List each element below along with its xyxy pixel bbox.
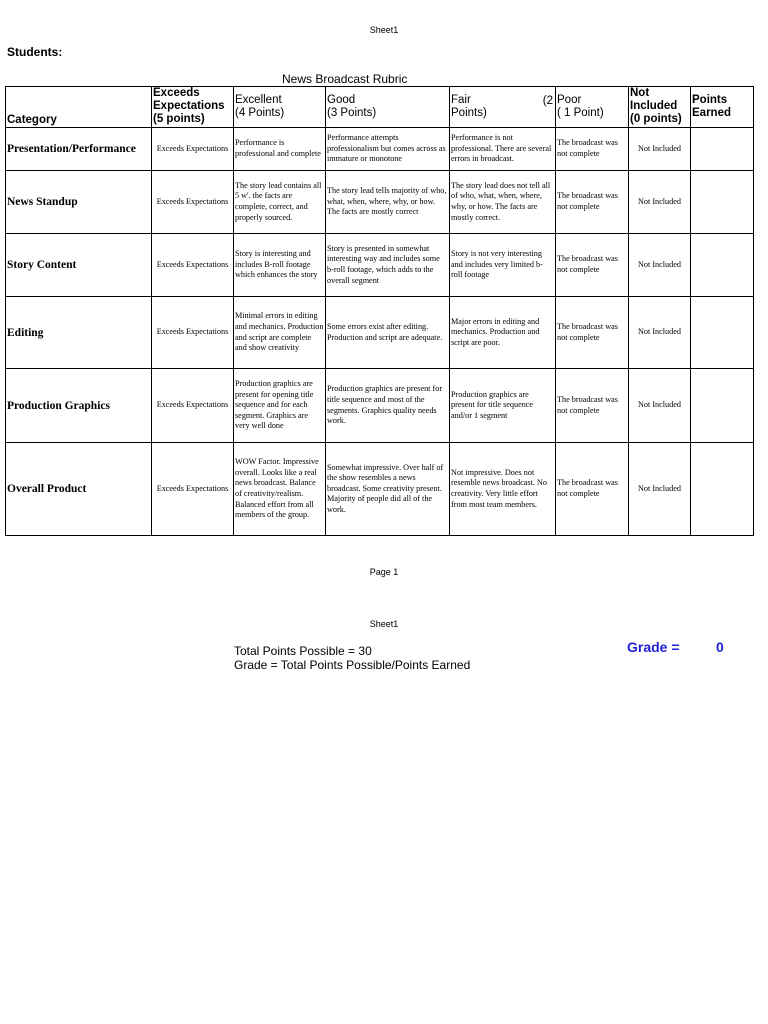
- row-good: Some errors exist after editing. Production and script are adequate.: [326, 297, 450, 369]
- row-fair: The story lead does not tell all of who, what, when, where, why, or how. The facts are mostly correct.: [450, 171, 556, 234]
- row-points-earned[interactable]: [691, 443, 754, 536]
- row-category: Production Graphics: [6, 369, 152, 443]
- header-good-line1: Good: [327, 94, 356, 106]
- row-poor: The broadcast was not complete: [556, 443, 629, 536]
- row-excellent: Production graphics are present for opening title sequence and for each segment. Graphics are very well done: [234, 369, 326, 443]
- row-excellent: Minimal errors in editing and mechanics. Production and script are complete and show creativity: [234, 297, 326, 369]
- header-excellent-line1: Excellent: [235, 94, 282, 106]
- row-fair: Performance is not professional. There are several errors in broadcast.: [450, 128, 556, 171]
- table-row: [6, 171, 754, 234]
- row-exceeds: Exceeds Expectations: [152, 234, 234, 297]
- row-exceeds: Exceeds Expectations: [152, 443, 234, 536]
- table-row: [6, 443, 754, 536]
- row-excellent: Story is interesting and includes B-roll footage which enhances the story: [234, 234, 326, 297]
- header-points-earned-line2: Earned: [692, 107, 731, 119]
- row-good: Performance attempts professionalism but comes across as immature or monotone: [326, 128, 450, 171]
- table-row: [6, 128, 754, 171]
- row-not-included: Not Included: [629, 234, 691, 297]
- sheet-label-second: Sheet1: [369, 619, 399, 629]
- row-fair: Major errors in editing and mechanics. Production and script are poor.: [450, 297, 556, 369]
- row-not-included: Not Included: [629, 369, 691, 443]
- header-good: [326, 87, 450, 128]
- row-not-included: Not Included: [629, 297, 691, 369]
- page-number-label: Page 1: [369, 567, 399, 577]
- row-excellent: WOW Factor. Impressive overall. Looks like a real news broadcast. Balance of creativity/realism. Balanced effort from all members of the group.: [234, 443, 326, 536]
- row-exceeds: Exceeds Expectations: [152, 369, 234, 443]
- students-label: Students:: [7, 45, 63, 59]
- row-exceeds: Exceeds Expectations: [152, 128, 234, 171]
- row-good: Somewhat impressive. Over half of the show resembles a news broadcast. Some creativity present. Majority of people did all of the work.: [326, 443, 450, 536]
- header-exceeds-line1: Exceeds: [153, 87, 200, 99]
- grade-value: 0: [716, 639, 724, 655]
- row-good: The story lead tells majority of who, what, when, where, why, or how. The facts are mostly correct: [326, 171, 450, 234]
- header-poor-line1: Poor: [557, 94, 582, 106]
- totals-block: [234, 644, 470, 672]
- row-poor: The broadcast was not complete: [556, 234, 629, 297]
- row-points-earned[interactable]: [691, 369, 754, 443]
- header-not-included-line3: (0 points): [630, 113, 682, 125]
- row-category: Presentation/Performance: [6, 128, 152, 171]
- grade-formula: Grade = Total Points Possible/Points Earned: [234, 658, 471, 672]
- row-points-earned[interactable]: [691, 297, 754, 369]
- header-excellent-line2: (4 Points): [235, 107, 285, 119]
- rubric-table: [5, 86, 754, 536]
- row-fair: Not impressive. Does not resemble news broadcast. No creativity. Very little effort from most team members.: [450, 443, 556, 536]
- row-poor: The broadcast was not complete: [556, 297, 629, 369]
- row-not-included: Not Included: [629, 128, 691, 171]
- row-good: Production graphics are present for title sequence and most of the segments. Graphics quality needs work.: [326, 369, 450, 443]
- row-good: Story is presented in somewhat interesting way and includes some b-roll footage, which adds to the overall segment: [326, 234, 450, 297]
- row-poor: The broadcast was not complete: [556, 128, 629, 171]
- row-not-included: Not Included: [629, 443, 691, 536]
- sheet-label-top: Sheet1: [369, 25, 399, 35]
- header-fair-line1: Fair: [451, 94, 471, 106]
- row-not-included: Not Included: [629, 171, 691, 234]
- row-points-earned[interactable]: [691, 234, 754, 297]
- header-fair-line2: Points): [451, 107, 487, 119]
- header-exceeds-line3: (5 points): [153, 113, 205, 125]
- header-excellent: [234, 87, 326, 128]
- header-points-earned: [691, 87, 754, 128]
- row-excellent: The story lead contains all 5 w'. the facts are complete, correct, and properly sourced.: [234, 171, 326, 234]
- row-category: Overall Product: [6, 443, 152, 536]
- header-poor: [556, 87, 629, 128]
- header-category: Category: [6, 87, 152, 128]
- total-points-possible: Total Points Possible = 30: [234, 644, 372, 658]
- header-exceeds: [152, 87, 234, 128]
- row-poor: The broadcast was not complete: [556, 369, 629, 443]
- table-row: [6, 297, 754, 369]
- header-good-line2: (3 Points): [327, 107, 377, 119]
- header-row: [6, 87, 754, 128]
- row-points-earned[interactable]: [691, 128, 754, 171]
- row-fair: Story is not very interesting and includes very limited b-roll footage: [450, 234, 556, 297]
- row-poor: The broadcast was not complete: [556, 171, 629, 234]
- table-row: [6, 369, 754, 443]
- header-poor-line2: ( 1 Point): [557, 107, 604, 119]
- row-excellent: Performance is professional and complete: [234, 128, 326, 171]
- header-not-included: [629, 87, 691, 128]
- header-points-earned-line1: Points: [692, 94, 728, 106]
- row-exceeds: Exceeds Expectations: [152, 297, 234, 369]
- row-category: Story Content: [6, 234, 152, 297]
- rubric-title: News Broadcast Rubric: [282, 72, 408, 86]
- header-fair-points-open: (2: [542, 95, 553, 107]
- header-fair: [450, 87, 556, 128]
- row-points-earned[interactable]: [691, 171, 754, 234]
- row-fair: Production graphics are present for title sequence and/or 1 segment: [450, 369, 556, 443]
- table-row: [6, 234, 754, 297]
- header-exceeds-line2: Expectations: [153, 100, 225, 112]
- header-not-included-line1: Not: [630, 87, 650, 99]
- row-category: News Standup: [6, 171, 152, 234]
- grade-label: Grade =: [627, 639, 680, 655]
- row-exceeds: Exceeds Expectations: [152, 171, 234, 234]
- row-category: Editing: [6, 297, 152, 369]
- header-not-included-line2: Included: [630, 100, 678, 112]
